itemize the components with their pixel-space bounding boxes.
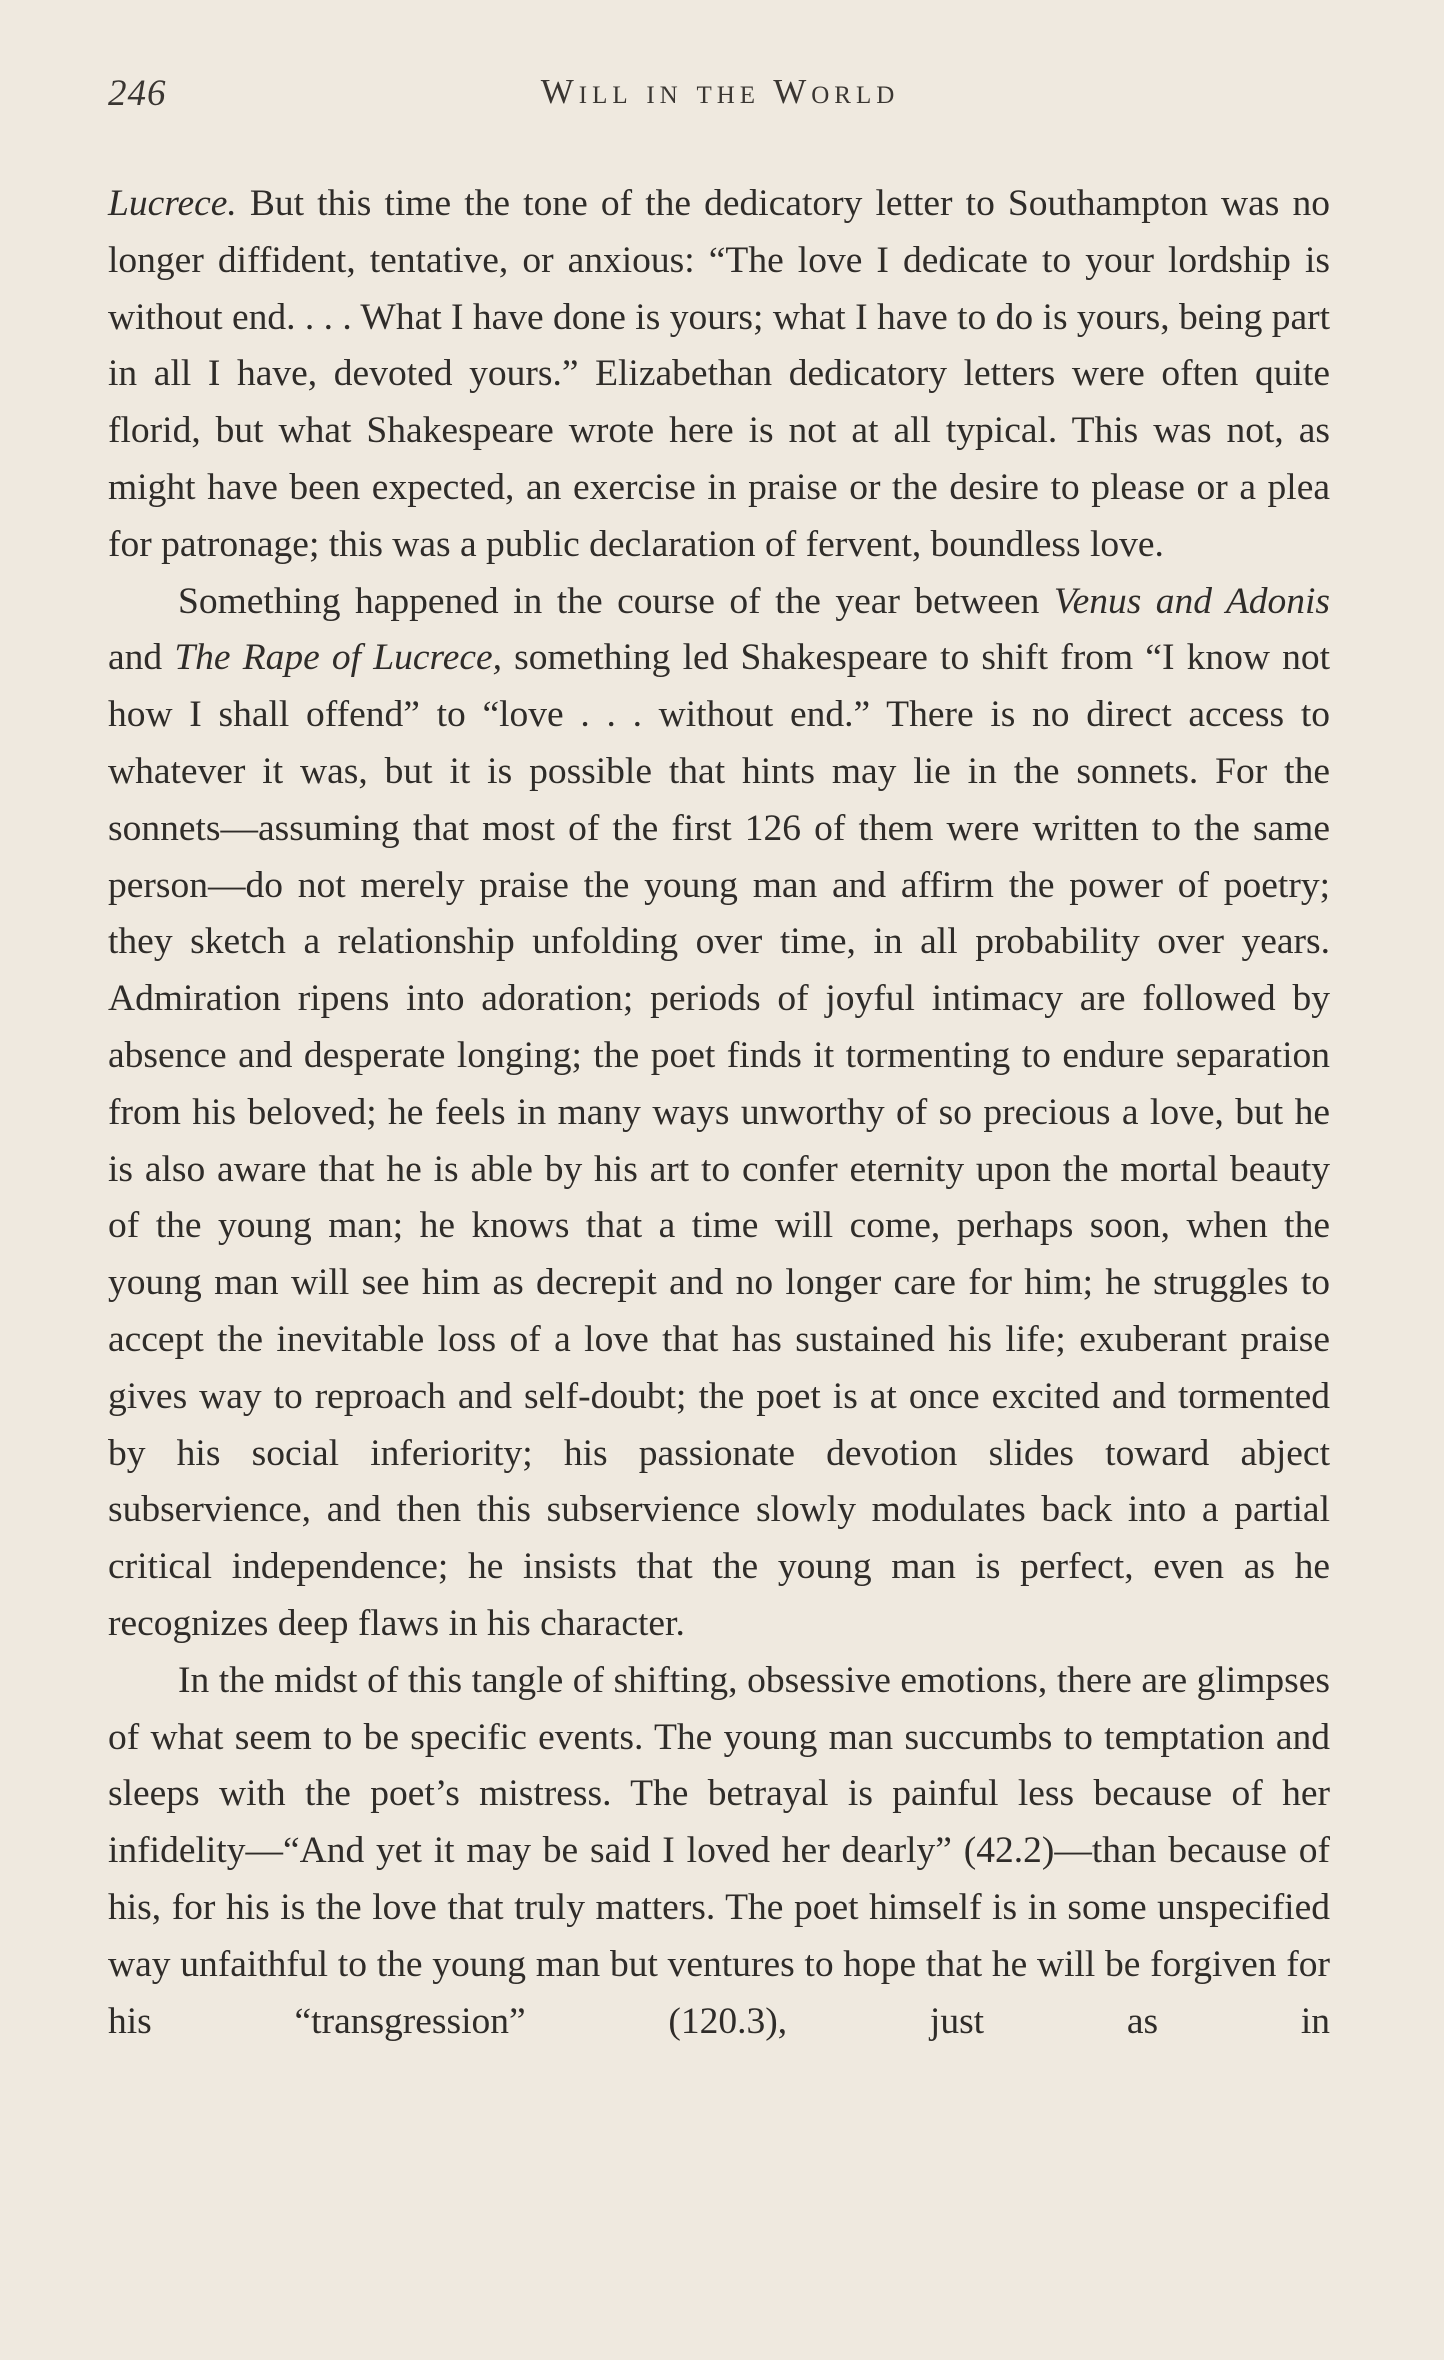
text-run: something led Shakespeare to shift from “I know not how I shall offend” to “love . . . without end.” There is no direct access to whatever it was, but it is possible that hints may lie in the sonnets. For the sonnets—assuming that most of the first 126 of them were written to the same person—do not merely praise the young man and affirm the power of poetry; they sketch a relationship unfolding over time, in all probability over years. Admiration ripens into adoration; periods of joyful intimacy are followed by absence and desperate longing; the poet finds it tormenting to endure separation from his beloved; he feels in many ways unworthy of so precious a love, but he is also aware that he is able by his art to confer eternity upon the mortal beauty of the young man; he knows that a time will come, perhaps soon, when the young man will see him as decrepit and no longer care for him; he struggles to accept the inevitable loss of a love that has sustained his life; exuberant praise gives way to reproach and self-doubt; the poet is at once excited and tormented by his social inferiority; his passionate devotion slides toward abject subservience, and then this subservience slowly modulates back into a partial critical independence; he insists that the young man is perfect, even as he recognizes deep flaws in his character. (108, 637, 1330, 1644)
book-title: Will in the World (540, 72, 900, 111)
paragraph-1 (108, 176, 1330, 574)
italic-text: The Rape of Lucrece, (174, 637, 503, 679)
paragraph-3 (108, 1653, 1330, 2051)
italic-text: Lucrece. (108, 183, 237, 224)
italic-text: Venus and Adonis (1053, 580, 1330, 622)
text-run: In the midst of this tangle of shifting, obsessive emotions, there are glimpses of what seem to be specific events. The young man succumbs to temptation and sleeps with the poet’s mistress. The betrayal is painful less because of her infidelity—“And yet it may be said I loved her dearly” (42.2)—than because of his, for his is the love that truly matters. The poet himself is in some unspecified way unfaithful to the young man but ventures to hope that he will be forgiven for his “transgression” (120.3), just as in (108, 1659, 1330, 2042)
text-run: and (108, 637, 175, 679)
text-run: Something happened in the course of the year between (178, 580, 1054, 622)
paragraph-2 (108, 574, 1330, 1653)
body-text (108, 176, 1330, 2050)
text-run: But this time the tone of the dedicatory letter to Southampton was no longer diffident, tentative, or anxious: “The love I dedicate to your lordship is without end. . . . What I have done is yours; what I have to do is yours, being part in all I have, devoted yours.” Elizabethan dedicatory letters were often quite florid, but what Shakespeare wrote here is not at all typical. This was not, as might have been expected, an exercise in praise or the desire to please or a plea for patronage; this was a public declaration of fervent, boundless love. (108, 183, 1330, 565)
page-number: 246 (108, 73, 167, 114)
running-head (108, 72, 1332, 122)
